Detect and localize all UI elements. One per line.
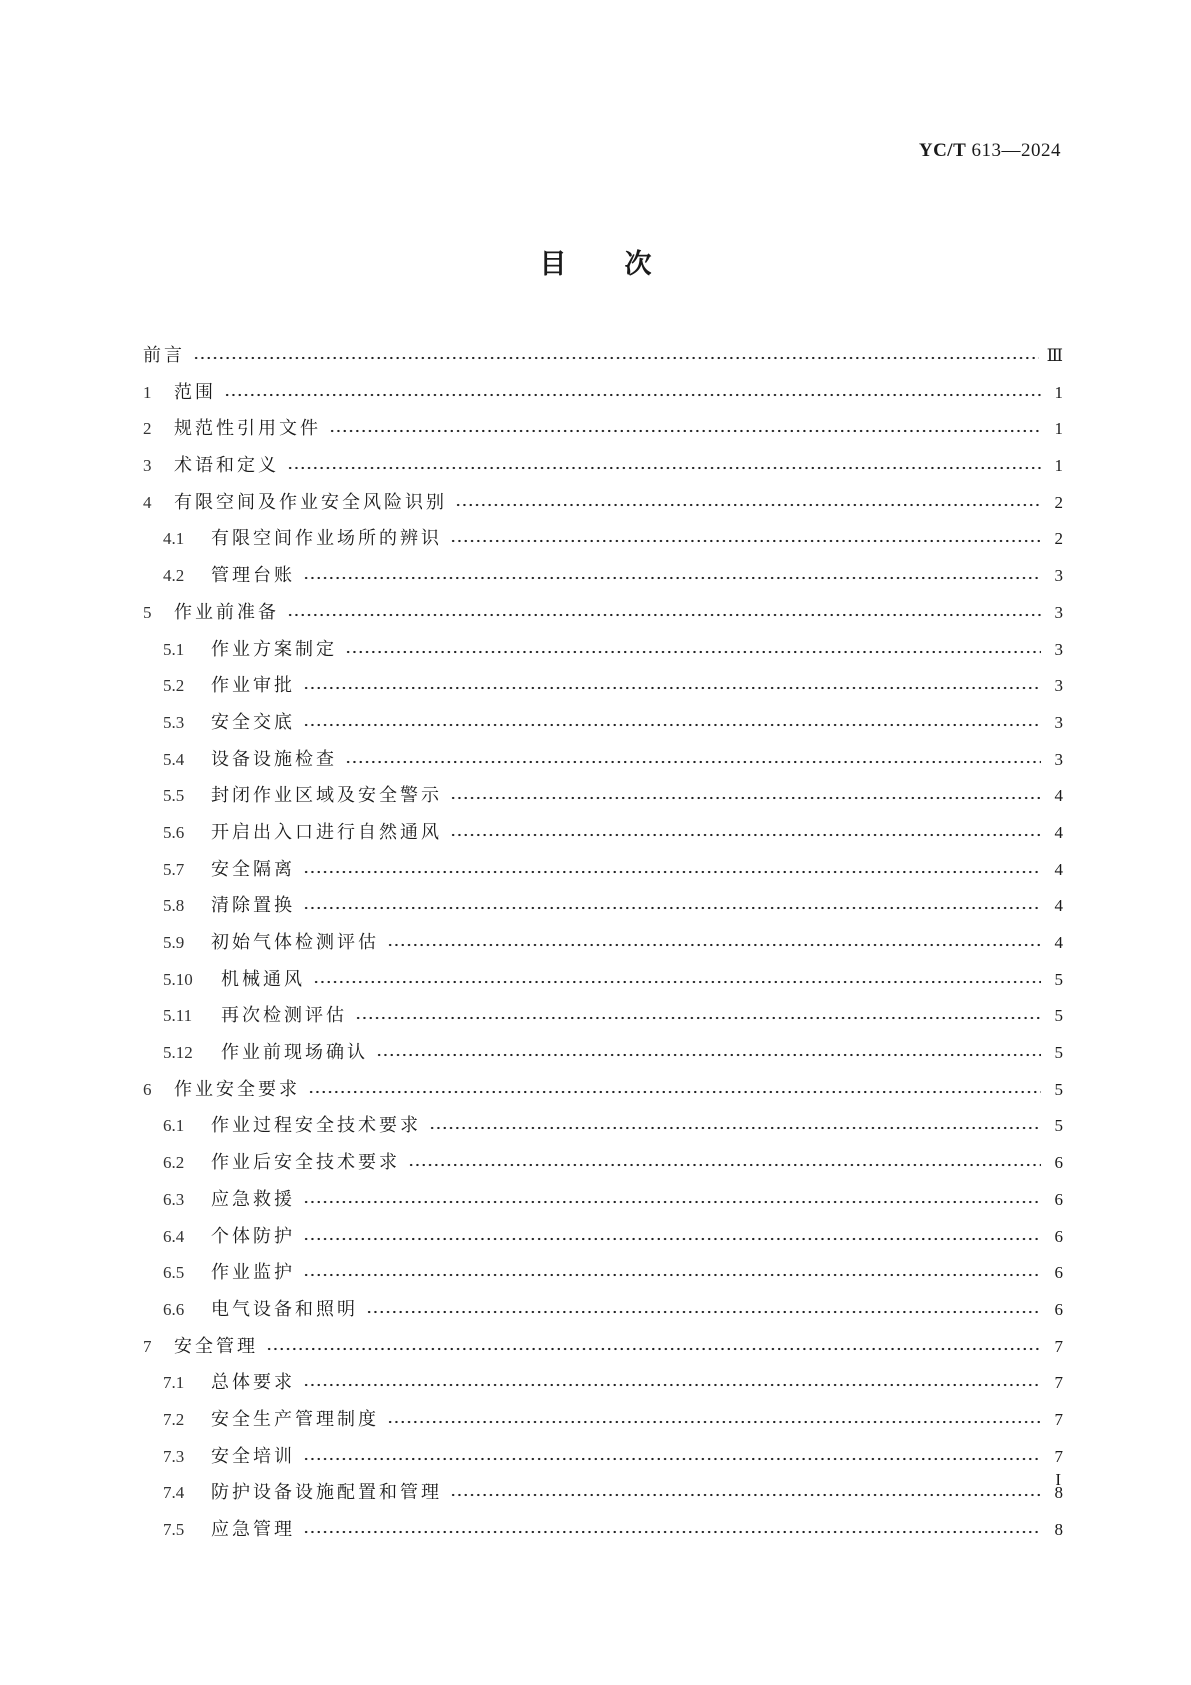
toc-entry-page: 6 [1054, 1299, 1063, 1319]
toc-entry-title: 前言 [143, 345, 185, 366]
toc-entry-title: 有限空间作业场所的辨识 [211, 528, 442, 550]
toc-entry-page: 2 [1054, 529, 1063, 549]
toc-entry-page: 6 [1054, 1226, 1063, 1246]
toc-entry[interactable] [143, 1512, 1063, 1549]
toc-entry-page: 6 [1054, 1153, 1063, 1173]
dot-leader [303, 859, 1041, 877]
toc-entry-page: Ⅲ [1046, 346, 1063, 365]
toc-entry-number: 6.6 [163, 1299, 185, 1319]
toc-entry-title: 防护设备设施配置和管理 [211, 1482, 442, 1504]
toc-entry[interactable] [143, 1329, 1063, 1366]
toc-entry-title: 初始气体检测评估 [211, 932, 379, 953]
dot-leader [303, 1446, 1041, 1464]
toc-entry-title: 安全交底 [211, 711, 295, 733]
toc-entry-number: 5.4 [163, 749, 185, 769]
dot-leader [450, 528, 1041, 546]
toc-entry-title: 术语和定义 [174, 455, 279, 477]
toc-entry-number: 5.12 [163, 1043, 193, 1063]
toc-entry[interactable] [143, 1439, 1063, 1476]
dot-leader [455, 492, 1041, 510]
toc-entry-page: 7 [1054, 1446, 1063, 1466]
toc-entry-title: 机械通风 [221, 968, 305, 990]
dot-leader [303, 1372, 1041, 1390]
dot-leader [308, 1079, 1041, 1097]
toc-entry[interactable] [143, 1402, 1063, 1439]
dot-leader [345, 639, 1041, 657]
toc-entry[interactable] [143, 1365, 1063, 1402]
toc-entry-page: 5 [1054, 969, 1063, 989]
dot-leader [303, 712, 1041, 730]
toc-entry[interactable] [143, 521, 1063, 558]
dot-leader [303, 1226, 1041, 1244]
toc-entry-number: 2 [143, 419, 152, 439]
toc-entry-page: 4 [1054, 786, 1063, 806]
dot-leader [329, 418, 1041, 436]
dot-leader [387, 1409, 1041, 1427]
dot-leader [313, 969, 1041, 987]
toc-entry-number: 5.10 [163, 969, 193, 989]
toc-entry-page: 7 [1054, 1336, 1063, 1356]
toc-entry-number: 6.5 [163, 1263, 185, 1283]
toc-entry-title: 清除置换 [211, 895, 295, 917]
toc-entry[interactable] [143, 778, 1063, 815]
toc-entry[interactable] [143, 1072, 1063, 1109]
dot-leader [408, 1152, 1041, 1170]
toc-entry-number: 7.4 [163, 1483, 185, 1503]
toc-entry-page: 5 [1054, 1079, 1063, 1099]
toc-entry-title: 作业过程安全技术要求 [211, 1115, 421, 1137]
toc-entry-page: 3 [1054, 566, 1063, 586]
toc-entry-page: 6 [1054, 1189, 1063, 1209]
toc-entry-number: 4.1 [163, 529, 185, 549]
toc-entry-number: 6.3 [163, 1189, 185, 1209]
toc-entry[interactable] [143, 742, 1063, 779]
dot-leader [366, 1299, 1041, 1317]
toc-entry-title: 安全生产管理制度 [211, 1408, 379, 1430]
toc-entry[interactable] [143, 485, 1063, 522]
toc-entry[interactable] [143, 852, 1063, 889]
toc-entry-title: 作业安全要求 [174, 1078, 300, 1100]
toc-entry-title: 封闭作业区域及安全警示 [211, 785, 442, 807]
toc-entry-number: 3 [143, 456, 152, 476]
toc-entry[interactable] [143, 815, 1063, 852]
toc-entry[interactable] [143, 1035, 1063, 1072]
toc-entry-title: 作业前准备 [174, 601, 279, 623]
toc-entry-title: 安全隔离 [211, 858, 295, 880]
dot-leader [303, 675, 1041, 693]
document-code [919, 140, 1061, 162]
toc-entry-title: 作业后安全技术要求 [211, 1152, 400, 1174]
dot-leader [450, 1482, 1041, 1500]
toc-entry-page: 3 [1054, 639, 1063, 659]
toc-entry-number: 5.8 [163, 896, 185, 916]
toc-entry-page: 8 [1054, 1520, 1063, 1539]
toc-entry-number: 7 [143, 1336, 152, 1356]
dot-leader [303, 1519, 1041, 1537]
dot-leader [450, 822, 1041, 840]
toc-entry[interactable] [143, 668, 1063, 705]
dot-leader [266, 1336, 1041, 1354]
toc-entry-title: 电气设备和照明 [211, 1298, 358, 1320]
toc-entry-number: 5.3 [163, 712, 185, 732]
document-code-suffix: 613—2024 [966, 140, 1061, 161]
toc-entry[interactable] [143, 1145, 1063, 1182]
dot-leader [387, 932, 1041, 950]
toc-entry[interactable] [143, 1182, 1063, 1219]
toc-entry-number: 5.5 [163, 786, 185, 806]
toc-entry-page: 6 [1054, 1263, 1063, 1283]
toc-entry[interactable] [143, 962, 1063, 999]
dot-leader [355, 1005, 1041, 1023]
toc-entry-number: 5.6 [163, 822, 185, 842]
toc-entry-number: 7.2 [163, 1409, 185, 1429]
toc-entry-title: 总体要求 [211, 1372, 295, 1394]
toc-entry[interactable] [143, 338, 1063, 375]
toc-entry[interactable] [143, 1475, 1063, 1512]
toc-entry-page: 7 [1054, 1409, 1063, 1429]
dot-leader [303, 1262, 1041, 1280]
toc-entry[interactable] [143, 595, 1063, 632]
toc-entry-number: 1 [143, 382, 152, 402]
toc-entry-page: 1 [1054, 456, 1063, 476]
toc-entry-number: 5.2 [163, 676, 185, 696]
toc-entry[interactable] [143, 705, 1063, 742]
toc-entry-number: 5.9 [163, 933, 185, 952]
toc-entry-number: 4.2 [163, 566, 185, 586]
toc-entry[interactable] [143, 1255, 1063, 1292]
toc-entry-number: 5.1 [163, 639, 185, 659]
table-of-contents [143, 338, 1063, 1549]
toc-entry-page: 3 [1054, 712, 1063, 732]
toc-entry-page: 4 [1054, 822, 1063, 842]
toc-entry-number: 5 [143, 602, 152, 622]
dot-leader [193, 345, 1039, 363]
toc-entry-title: 作业前现场确认 [221, 1042, 368, 1064]
toc-entry-title: 管理台账 [211, 565, 295, 587]
toc-entry-page: 7 [1054, 1373, 1063, 1393]
dot-leader [224, 382, 1041, 400]
toc-entry-title: 开启出入口进行自然通风 [211, 821, 442, 843]
toc-entry-page: 8 [1054, 1483, 1063, 1503]
toc-entry-page: 4 [1054, 896, 1063, 916]
toc-entry-title: 作业监护 [211, 1262, 295, 1284]
document-code-prefix: YC/T [918, 140, 967, 161]
toc-entry-number: 6.4 [163, 1226, 185, 1246]
toc-entry-title: 个体防护 [211, 1225, 295, 1247]
dot-leader [287, 455, 1041, 473]
toc-entry-title: 应急管理 [211, 1519, 295, 1540]
toc-entry-title: 应急救援 [211, 1188, 295, 1210]
toc-entry-page: 4 [1054, 933, 1063, 952]
toc-entry-title: 安全管理 [174, 1335, 258, 1357]
toc-entry-page: 1 [1054, 419, 1063, 439]
page-number: I [1055, 1470, 1061, 1489]
toc-entry-page: 4 [1054, 859, 1063, 879]
toc-entry-title: 有限空间及作业安全风险识别 [174, 491, 447, 513]
toc-entry-page: 2 [1054, 492, 1063, 512]
toc-entry-number: 7.3 [163, 1446, 185, 1466]
toc-entry-title: 作业审批 [211, 675, 295, 697]
dot-leader [303, 565, 1041, 583]
dot-leader [450, 785, 1041, 803]
toc-entry-number: 6 [143, 1079, 152, 1099]
toc-entry-title: 再次检测评估 [221, 1005, 347, 1027]
toc-entry[interactable] [143, 632, 1063, 669]
toc-entry-number: 4 [143, 492, 152, 512]
toc-entry[interactable] [143, 925, 1063, 962]
toc-entry-title: 设备设施检查 [211, 748, 337, 770]
toc-entry-page: 5 [1054, 1043, 1063, 1063]
toc-entry[interactable] [143, 1108, 1063, 1145]
toc-entry[interactable] [143, 558, 1063, 595]
toc-entry-number: 5.7 [163, 859, 185, 879]
toc-entry-page: 3 [1054, 676, 1063, 696]
dot-leader [287, 602, 1041, 620]
dot-leader [376, 1042, 1041, 1060]
toc-entry[interactable] [143, 375, 1063, 412]
toc-entry[interactable] [143, 888, 1063, 925]
toc-entry-number: 7.1 [163, 1373, 185, 1393]
toc-entry[interactable] [143, 1292, 1063, 1329]
toc-entry-page: 3 [1054, 602, 1063, 622]
toc-entry-title: 安全培训 [211, 1445, 295, 1467]
toc-entry-number: 7.5 [163, 1520, 185, 1539]
dot-leader [345, 749, 1041, 767]
dot-leader [303, 895, 1041, 913]
toc-entry-title: 作业方案制定 [211, 638, 337, 660]
toc-entry-page: 5 [1054, 1006, 1063, 1026]
toc-entry-number: 5.11 [163, 1006, 193, 1026]
toc-entry[interactable] [143, 998, 1063, 1035]
toc-entry[interactable] [143, 1219, 1063, 1256]
dot-leader [429, 1115, 1041, 1133]
toc-entry-page: 3 [1054, 749, 1063, 769]
toc-entry-title: 规范性引用文件 [174, 418, 321, 440]
dot-leader [303, 1189, 1041, 1207]
page-title: 目次 [539, 249, 710, 280]
toc-entry[interactable] [143, 448, 1063, 485]
toc-entry-page: 1 [1054, 382, 1063, 402]
toc-entry-number: 6.1 [163, 1116, 185, 1136]
toc-entry-title: 范围 [174, 381, 216, 403]
toc-entry-page: 5 [1054, 1116, 1063, 1136]
toc-entry-number: 6.2 [163, 1153, 185, 1173]
toc-entry[interactable] [143, 411, 1063, 448]
